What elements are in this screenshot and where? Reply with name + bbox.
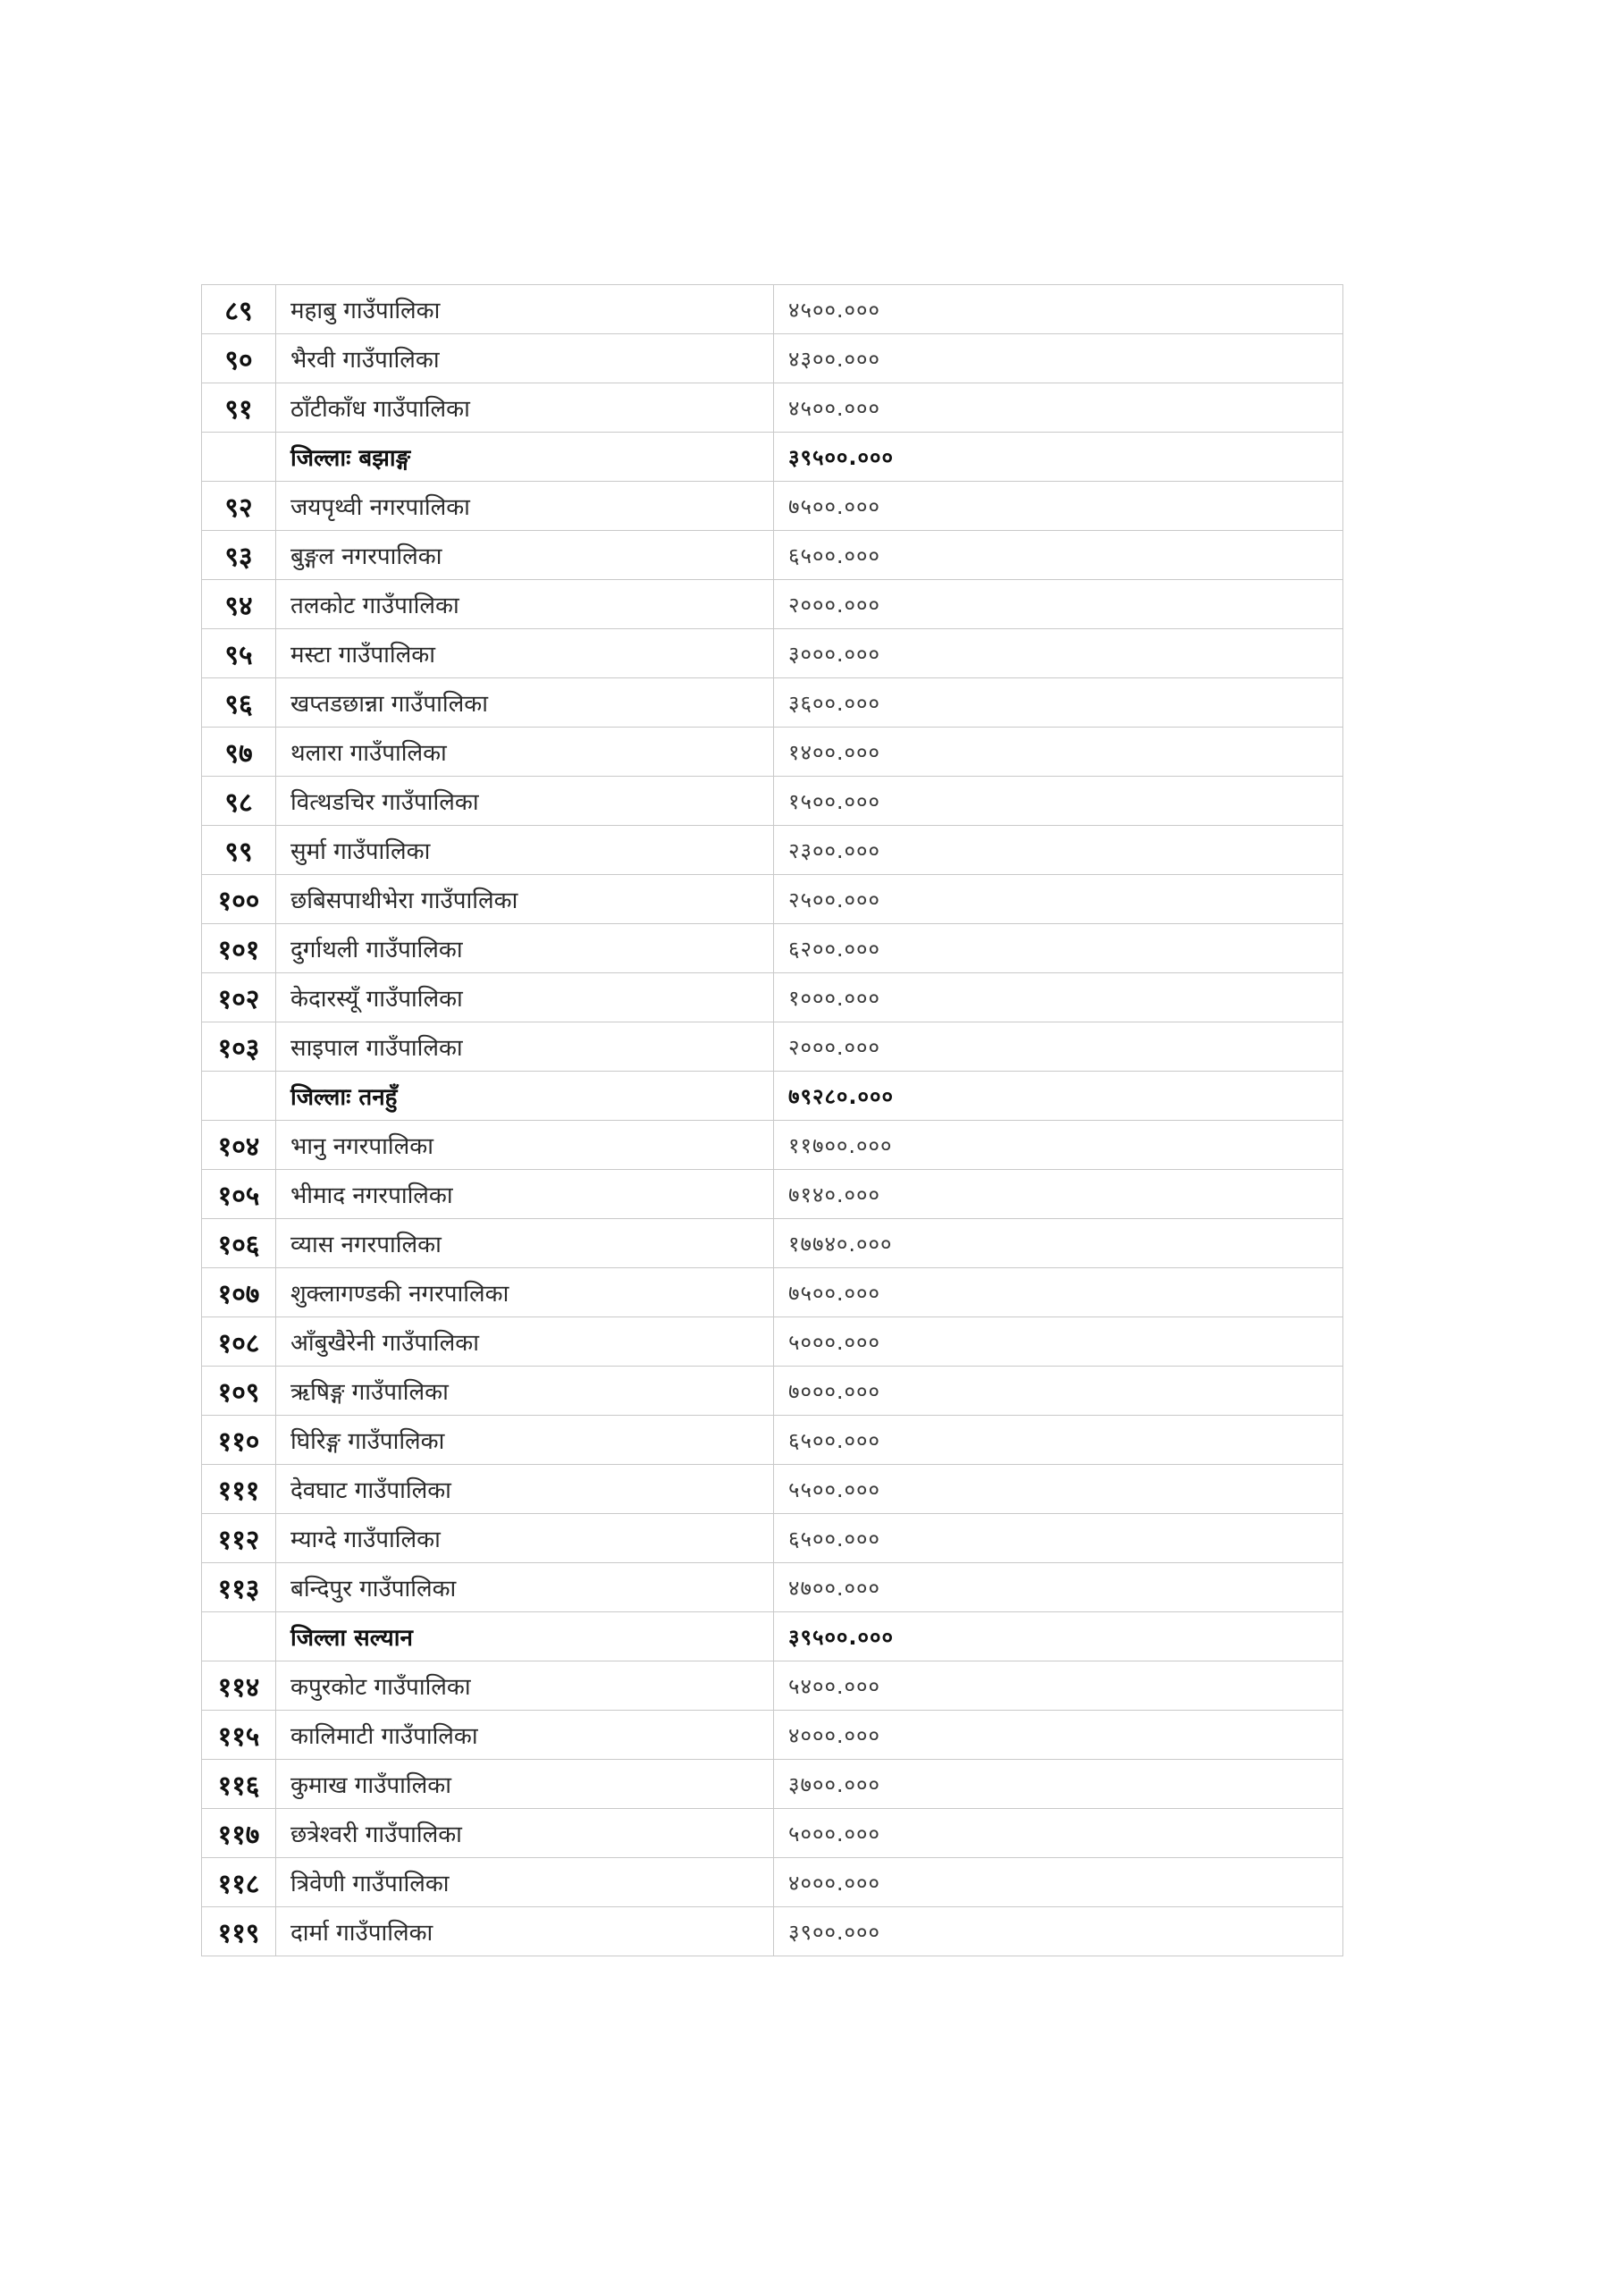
district-total-amount-cell: ३९५००.००० [774,433,1343,482]
district-total-amount-cell: ७९२८०.००० [774,1072,1343,1121]
municipality-name-cell: आँबुखैरेनी गाउँपालिका [276,1317,774,1367]
amount-cell: १७७४०.००० [774,1219,1343,1268]
table-row [202,1121,1343,1170]
serial-number-cell: ११५ [202,1711,276,1760]
serial-number-cell: ९९ [202,826,276,875]
amount-cell: २३००.००० [774,826,1343,875]
municipality-name-cell: घिरिङ्ग गाउँपालिका [276,1416,774,1465]
municipality-name-cell: केदारस्यूँ गाउँपालिका [276,973,774,1022]
amount-cell: ६५००.००० [774,531,1343,580]
budget-allocation-table [201,284,1343,1956]
municipality-name-cell: कपुरकोट गाउँपालिका [276,1661,774,1711]
amount-cell: ५०००.००० [774,1809,1343,1858]
table-row [202,1907,1343,1956]
serial-number-cell: १०६ [202,1219,276,1268]
municipality-name-cell: कालिमाटी गाउँपालिका [276,1711,774,1760]
serial-number-cell: ९२ [202,482,276,531]
municipality-name-cell: सुर्मा गाउँपालिका [276,826,774,875]
municipality-name-cell: दुर्गाथली गाउँपालिका [276,924,774,973]
district-name-cell: जिल्ला सल्यान [276,1612,774,1661]
amount-cell: ४५००.००० [774,383,1343,433]
table-row [202,1416,1343,1465]
amount-cell: ४०००.००० [774,1858,1343,1907]
municipality-name-cell: दार्मा गाउँपालिका [276,1907,774,1956]
table-row [202,678,1343,728]
serial-number-cell: १०३ [202,1022,276,1072]
table-row [202,1711,1343,1760]
serial-number-cell: ११६ [202,1760,276,1809]
amount-cell: ३०००.००० [774,629,1343,678]
table-row [202,334,1343,383]
table-row [202,482,1343,531]
table-body [202,285,1343,1956]
serial-number-cell [202,1612,276,1661]
serial-number-cell: ९१ [202,383,276,433]
table-row [202,826,1343,875]
table-row [202,285,1343,334]
table-row [202,728,1343,777]
municipality-name-cell: महाबु गाउँपालिका [276,285,774,334]
district-subtotal-row [202,1612,1343,1661]
municipality-name-cell: त्रिवेणी गाउँपालिका [276,1858,774,1907]
municipality-name-cell: वित्थडचिर गाउँपालिका [276,777,774,826]
municipality-name-cell: कुमाख गाउँपालिका [276,1760,774,1809]
serial-number-cell: ११३ [202,1563,276,1612]
serial-number-cell: १०० [202,875,276,924]
table-row [202,1317,1343,1367]
table-row [202,629,1343,678]
serial-number-cell: १०८ [202,1317,276,1367]
serial-number-cell: १११ [202,1465,276,1514]
amount-cell: ५४००.००० [774,1661,1343,1711]
municipality-name-cell: थलारा गाउँपालिका [276,728,774,777]
table-row [202,924,1343,973]
amount-cell: ५०००.००० [774,1317,1343,1367]
table-row [202,1760,1343,1809]
amount-cell: ७५००.००० [774,1268,1343,1317]
serial-number-cell: १०७ [202,1268,276,1317]
municipality-name-cell: ठाँटीकाँध गाउँपालिका [276,383,774,433]
municipality-name-cell: साइपाल गाउँपालिका [276,1022,774,1072]
municipality-name-cell: छत्रेश्वरी गाउँपालिका [276,1809,774,1858]
table-row [202,1809,1343,1858]
table-row [202,973,1343,1022]
serial-number-cell: १०५ [202,1170,276,1219]
serial-number-cell: ११४ [202,1661,276,1711]
municipality-name-cell: जयपृथ्वी नगरपालिका [276,482,774,531]
table-row [202,1170,1343,1219]
amount-cell: ४७००.००० [774,1563,1343,1612]
table-row [202,1858,1343,1907]
amount-cell: १४००.००० [774,728,1343,777]
district-total-amount-cell: ३९५००.००० [774,1612,1343,1661]
table-row [202,1219,1343,1268]
serial-number-cell: ११० [202,1416,276,1465]
amount-cell: ७१४०.००० [774,1170,1343,1219]
table-row [202,1022,1343,1072]
municipality-name-cell: बन्दिपुर गाउँपालिका [276,1563,774,1612]
district-subtotal-row [202,1072,1343,1121]
amount-cell: ३७००.००० [774,1760,1343,1809]
serial-number-cell: ११२ [202,1514,276,1563]
serial-number-cell: ९३ [202,531,276,580]
table-row [202,383,1343,433]
serial-number-cell: १०४ [202,1121,276,1170]
amount-cell: ३६००.००० [774,678,1343,728]
amount-cell: ६५००.००० [774,1514,1343,1563]
municipality-name-cell: भीमाद नगरपालिका [276,1170,774,1219]
serial-number-cell: ११८ [202,1858,276,1907]
amount-cell: ६५००.००० [774,1416,1343,1465]
serial-number-cell: ९६ [202,678,276,728]
amount-cell: ३९००.००० [774,1907,1343,1956]
municipality-name-cell: ऋषिङ्ग गाउँपालिका [276,1367,774,1416]
amount-cell: २०००.००० [774,1022,1343,1072]
amount-cell: ५५००.००० [774,1465,1343,1514]
table-row [202,1661,1343,1711]
serial-number-cell: ८९ [202,285,276,334]
municipality-name-cell: भानु नगरपालिका [276,1121,774,1170]
amount-cell: २०००.००० [774,580,1343,629]
table-row [202,1367,1343,1416]
amount-cell: ४०००.००० [774,1711,1343,1760]
amount-cell: ४५००.००० [774,285,1343,334]
municipality-name-cell: व्यास नगरपालिका [276,1219,774,1268]
table-row [202,1268,1343,1317]
amount-cell: २५००.००० [774,875,1343,924]
serial-number-cell: १०२ [202,973,276,1022]
serial-number-cell: ११७ [202,1809,276,1858]
district-subtotal-row [202,433,1343,482]
amount-cell: ११७००.००० [774,1121,1343,1170]
serial-number-cell [202,433,276,482]
municipality-name-cell: बुङ्गल नगरपालिका [276,531,774,580]
district-name-cell: जिल्लाः तनहुँ [276,1072,774,1121]
serial-number-cell: ११९ [202,1907,276,1956]
district-name-cell: जिल्लाः बझाङ्ग [276,433,774,482]
amount-cell: ७५००.००० [774,482,1343,531]
serial-number-cell: १०१ [202,924,276,973]
municipality-name-cell: मस्टा गाउँपालिका [276,629,774,678]
table-row [202,1514,1343,1563]
table-row [202,531,1343,580]
serial-number-cell: ९० [202,334,276,383]
municipality-name-cell: शुक्लागण्डकी नगरपालिका [276,1268,774,1317]
serial-number-cell: ९५ [202,629,276,678]
serial-number-cell: ९७ [202,728,276,777]
amount-cell: ४३००.००० [774,334,1343,383]
amount-cell: १०००.००० [774,973,1343,1022]
serial-number-cell: १०९ [202,1367,276,1416]
municipality-name-cell: देवघाट गाउँपालिका [276,1465,774,1514]
municipality-name-cell: भैरवी गाउँपालिका [276,334,774,383]
amount-cell: १५००.००० [774,777,1343,826]
table-row [202,1563,1343,1612]
municipality-name-cell: खप्तडछान्ना गाउँपालिका [276,678,774,728]
table-row [202,777,1343,826]
amount-cell: ७०००.००० [774,1367,1343,1416]
table-row [202,875,1343,924]
amount-cell: ६२००.००० [774,924,1343,973]
table-row [202,1465,1343,1514]
serial-number-cell: ९४ [202,580,276,629]
serial-number-cell: ९८ [202,777,276,826]
municipality-name-cell: छबिसपाथीभेरा गाउँपालिका [276,875,774,924]
table-row [202,580,1343,629]
municipality-name-cell: म्याग्दे गाउँपालिका [276,1514,774,1563]
serial-number-cell [202,1072,276,1121]
municipality-name-cell: तलकोट गाउँपालिका [276,580,774,629]
